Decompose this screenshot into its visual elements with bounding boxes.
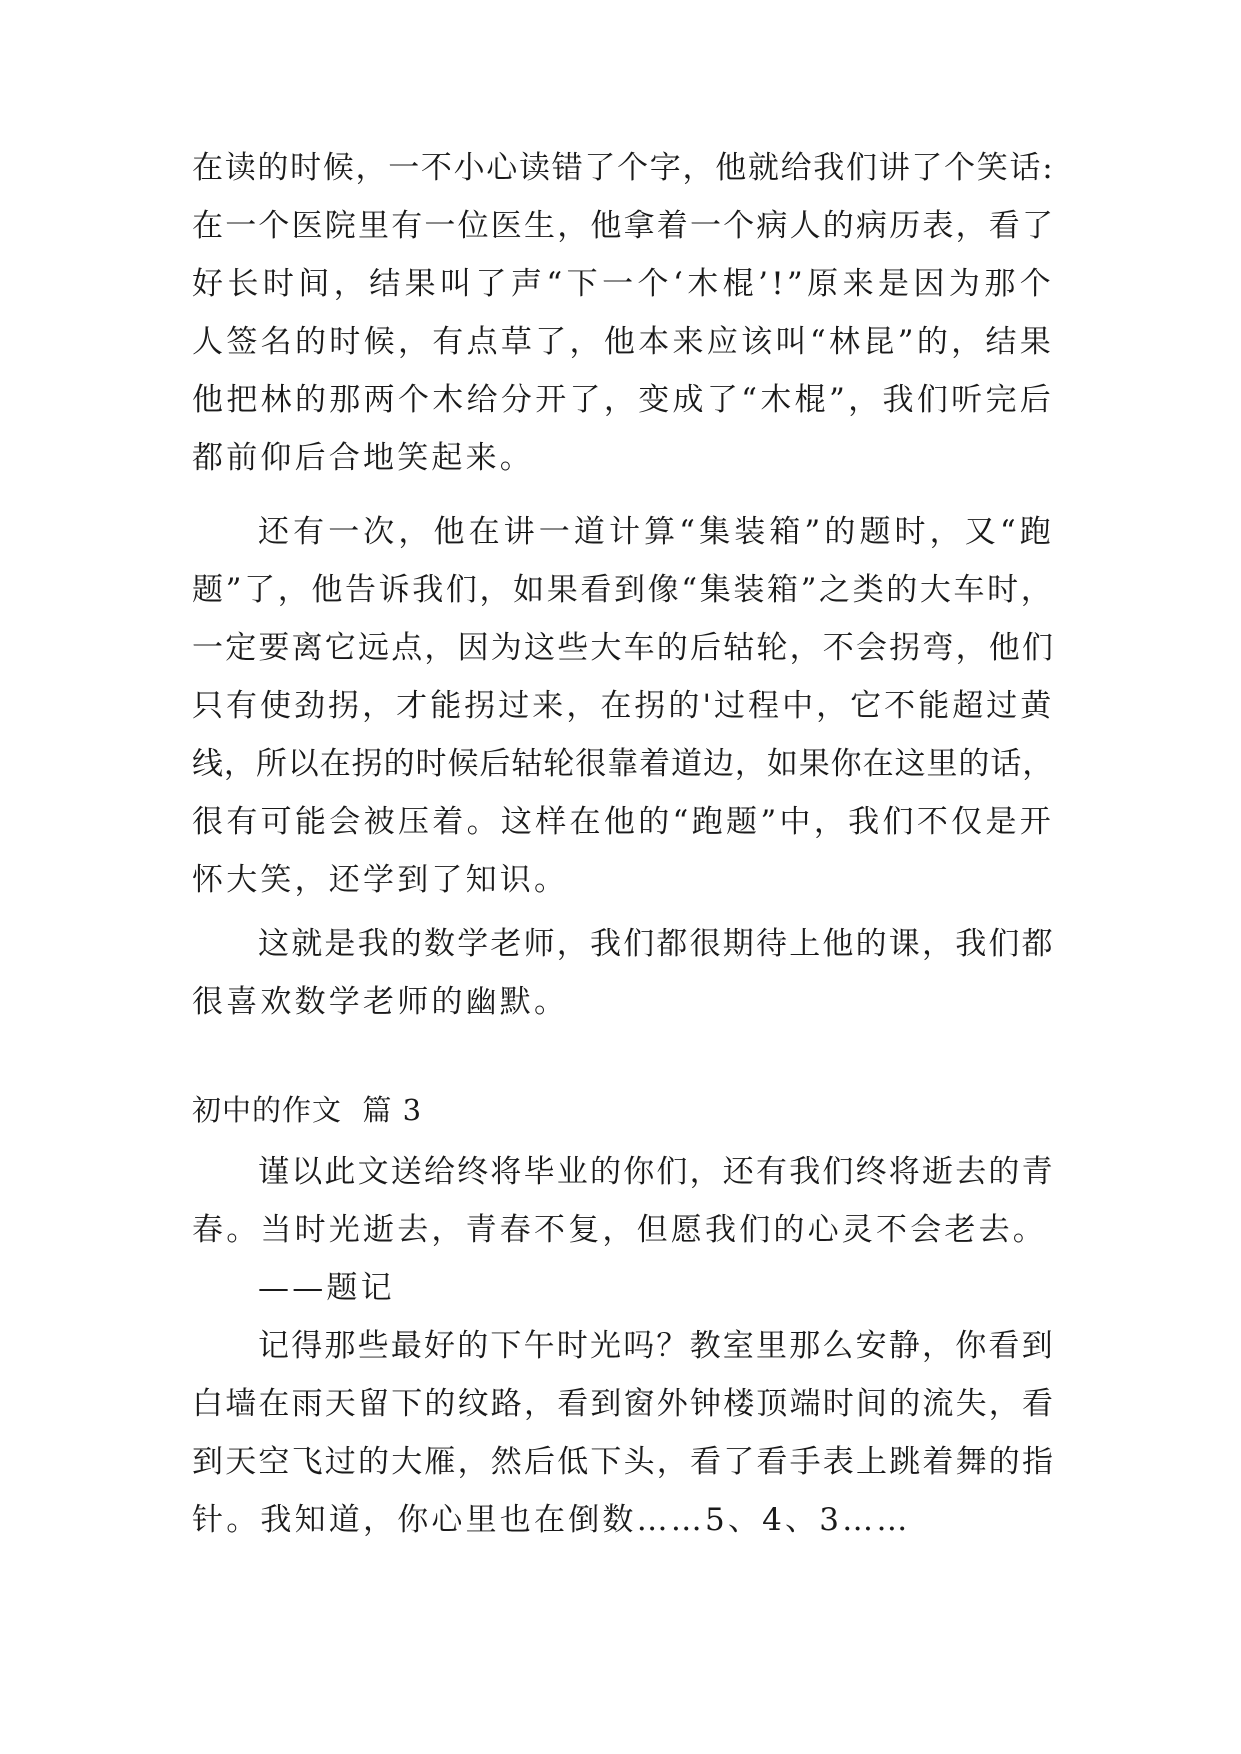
paragraph-1-line-6: 都前仰后合地笑起来。 <box>192 440 534 476</box>
paragraph-1-line-5: 他把林的那两个木给分开了，变成了“木棍”，我们听完后 <box>192 382 1054 418</box>
paragraph-5-line-1: 记得那些最好的下午时光吗？教室里那么安静，你看到 <box>258 1328 1055 1364</box>
paragraph-1-line-3: 好长时间，结果叫了声“下一个‘木棍’!”原来是因为那个 <box>192 266 1054 302</box>
paragraph-2-line-6: 很有可能会被压着。这样在他的“跑题”中，我们不仅是开 <box>192 804 1054 840</box>
paragraph-2-line-7: 怀大笑，还学到了知识。 <box>192 862 569 898</box>
section-heading: 初中的作文 篇 3 <box>192 1093 423 1127</box>
paragraph-3-line-2: 很喜欢数学老师的幽默。 <box>192 984 569 1020</box>
paragraph-2-line-1: 还有一次，他在讲一道计算“集装箱”的题时，又“跑 <box>258 514 1054 550</box>
paragraph-2-line-4: 只有使劲拐，才能拐过来，在拐的'过程中，它不能超过黄 <box>192 688 1054 724</box>
paragraph-2-line-2: 题”了，他告诉我们，如果看到像“集装箱”之类的大车时， <box>192 572 1054 608</box>
paragraph-5-line-3: 到天空飞过的大雁，然后低下头，看了看手表上跳着舞的指 <box>192 1444 1056 1480</box>
paragraph-2-line-5: 线，所以在拐的时候后轱轮很靠着道边，如果你在这里的话， <box>192 746 1054 782</box>
paragraph-4-line-2: 春。当时光逝去，青春不复，但愿我们的心灵不会老去。 <box>192 1212 1047 1248</box>
paragraph-5-line-2: 白墙在雨天留下的纹路，看到窗外钟楼顶端时间的流失，看 <box>192 1386 1056 1422</box>
paragraph-1-line-2: 在一个医院里有一位医生，他拿着一个病人的病历表，看了 <box>192 208 1056 244</box>
paragraph-1-line-1: 在读的时候，一不小心读错了个字，他就给我们讲了个笑话: <box>192 150 1055 186</box>
inscription: ——题记 <box>258 1270 395 1306</box>
paragraph-5-line-4: 针。我知道，你心里也在倒数……5、4、3…… <box>192 1502 911 1538</box>
paragraph-3-line-1: 这就是我的数学老师，我们都很期待上他的课，我们都 <box>258 926 1055 962</box>
paragraph-2-line-3: 一定要离它远点，因为这些大车的后轱轮，不会拐弯，他们 <box>192 630 1056 666</box>
paragraph-1-line-4: 人签名的时候，有点草了，他本来应该叫“林昆”的，结果 <box>192 324 1054 360</box>
paragraph-4-line-1: 谨以此文送给终将毕业的你们，还有我们终将逝去的青 <box>258 1154 1055 1190</box>
